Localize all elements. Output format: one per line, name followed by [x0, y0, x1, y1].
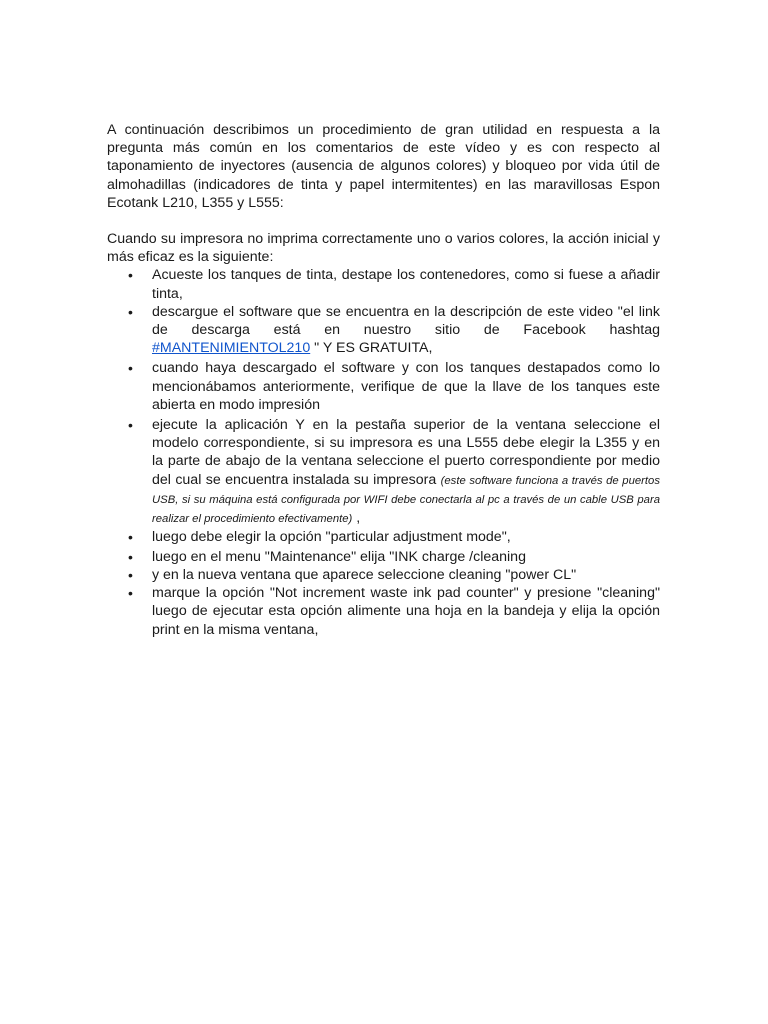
list-item	[107, 584, 660, 639]
bullet-icon: •	[128, 303, 133, 320]
step-text: marque la opción "Not increment waste ink pad counter" y presione "cleaning" luego de ejecutar esta opción alimente una hoja en la bandeja y elija la opción print en la misma ventana,	[152, 585, 660, 638]
list-item	[107, 416, 660, 528]
bullet-icon: •	[128, 567, 133, 584]
list-item	[107, 266, 660, 302]
step-text: Acueste los tanques de tinta, destape los contenedores, como si fuese a añadir tinta,	[152, 267, 660, 302]
bullet-icon: •	[128, 360, 133, 377]
steps-list	[107, 266, 660, 638]
bullet-icon: •	[128, 417, 133, 434]
step-text: cuando haya descargado el software y con los tanques destapados como lo mencionábamos anteriormente, verifique de que la llave de los tanques este abierta en modo impresión	[152, 360, 660, 413]
list-item	[107, 548, 660, 566]
hashtag-link[interactable]: #MANTENIMIENTOL210	[152, 340, 311, 357]
step-text-end: ,	[352, 509, 361, 526]
step-text: descargue el software que se encuentra en la descripción de este video "el link de descarga está en nuestro sitio de Facebook hashtag	[152, 303, 660, 339]
bullet-icon: •	[128, 585, 133, 602]
bullet-icon: •	[128, 528, 133, 545]
list-item	[107, 359, 660, 414]
bullet-icon: •	[128, 548, 133, 565]
step-text: y en la nueva ventana que aparece seleccione cleaning "power CL"	[152, 567, 577, 584]
lead-paragraph: Cuando su impresora no imprima correctamente uno o varios colores, la acción inicial y más eficaz es la siguiente:	[107, 231, 660, 266]
intro-paragraph: A continuación describimos un procedimiento de gran utilidad en respuesta a la pregunta más común en los comentarios de este vídeo y es con respecto al taponamiento de inyectores (ausencia de algunos colores) y bloqueo por vida útil de almohadillas (indicadores de tinta y papel intermitentes) en las maravillosas Espon Ecotank L210, L355 y L555:	[107, 122, 660, 211]
step-text-end: " Y ES GRATUITA,	[310, 340, 433, 357]
list-item	[107, 528, 660, 546]
usb-note: (este software funciona a través de puertos USB, si su máquina está configurada por WIFI debe conectarla al pc a través de un cable USB para realizar el procedimiento efectivamente)	[152, 474, 660, 525]
list-item	[107, 566, 660, 584]
list-item	[107, 303, 660, 358]
step-text: ejecute la aplicación Y en la pestaña superior de la ventana seleccione el modelo correspondiente, si su impresora es una L555 debe elegir la L355 y en la parte de abajo de la ventana seleccione el puerto correspondiente por medio del cual se encuentra instalada su impresora	[152, 417, 660, 488]
bullet-icon: •	[128, 267, 133, 284]
step-text: luego debe elegir la opción "particular adjustment mode",	[152, 528, 511, 545]
step-text: luego en el menu "Maintenance" elija "INK charge /cleaning	[152, 548, 526, 565]
document-page	[107, 121, 660, 639]
